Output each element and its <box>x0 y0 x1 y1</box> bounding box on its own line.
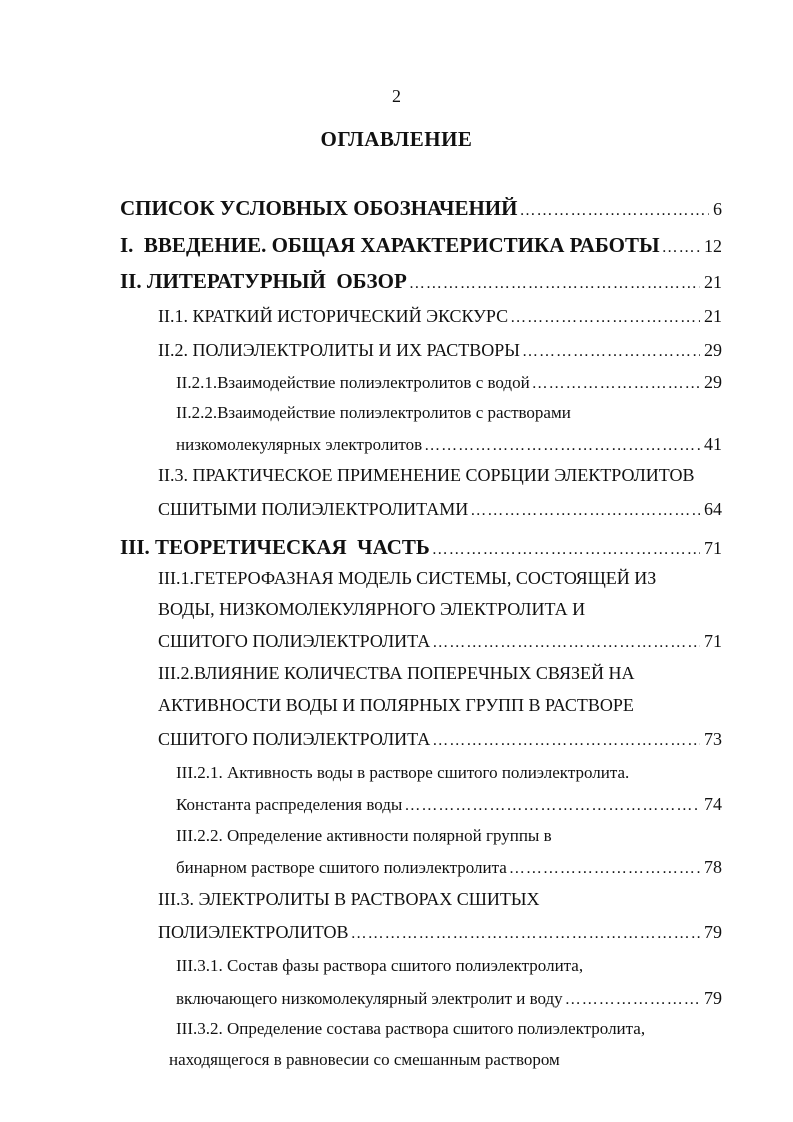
toc-entry-text: бинарном растворе сшитого полиэлектролита <box>176 858 507 877</box>
toc-leader-dots <box>432 541 700 559</box>
toc-entry-text: II.3. ПРАКТИЧЕСКОЕ ПРИМЕНЕНИЕ СОРБЦИИ ЭЛЕКТРОЛИТОВ <box>158 465 695 485</box>
toc-entry <box>158 663 634 684</box>
toc-entry-text: III.2.2. Определение активности полярной группы в <box>176 826 552 845</box>
toc-entry-page: 29 <box>704 340 722 360</box>
toc-entry-text: I. ВВЕДЕНИЕ. ОБЩАЯ ХАРАКТЕРИСТИКА РАБОТЫ <box>120 233 660 257</box>
toc-entry-page: 73 <box>704 729 722 749</box>
toc-leader-dots <box>509 860 700 878</box>
toc-entry-text: включающего низкомолекулярный электролит и воду <box>176 989 563 1008</box>
toc-entry <box>169 1050 560 1070</box>
toc-entry-text: II.2.2.Взаимодействие полиэлектролитов с растворами <box>176 403 571 422</box>
page-number: 2 <box>392 86 401 106</box>
toc-entry <box>120 535 722 560</box>
toc-entry <box>176 434 722 455</box>
toc-entry <box>158 465 695 486</box>
toc-entry-text: III.1.ГЕТЕРОФАЗНАЯ МОДЕЛЬ СИСТЕМЫ, СОСТОЯЩЕЙ ИЗ <box>158 568 657 588</box>
toc-entry <box>120 196 722 221</box>
toc-entry <box>176 403 571 423</box>
toc-entry-text: III.3.2. Определение состава раствора сшитого полиэлектролита, <box>176 1019 646 1038</box>
toc-leader-dots <box>510 309 700 327</box>
toc-entry-text: ВОДЫ, НИЗКОМОЛЕКУЛЯРНОГО ЭЛЕКТРОЛИТА И <box>158 599 586 619</box>
toc-entry <box>176 372 722 393</box>
toc-entry-text: АКТИВНОСТИ ВОДЫ И ПОЛЯРНЫХ ГРУПП В РАСТВОРЕ <box>158 695 634 715</box>
toc-entry-page: 71 <box>704 631 722 651</box>
toc-leader-dots <box>424 437 700 455</box>
toc-entry <box>120 269 722 294</box>
toc-entry-text: Константа распределения воды <box>176 795 403 814</box>
toc-entry-text: II. ЛИТЕРАТУРНЫЙ ОБЗОР <box>120 269 407 293</box>
toc-entry-text: находящегося в равновесии со смешанным раствором <box>169 1050 560 1069</box>
toc-entry-text: СШИТОГО ПОЛИЭЛЕКТРОЛИТА <box>158 729 431 749</box>
toc-leader-dots <box>532 375 700 393</box>
toc-entry-text: СШИТЫМИ ПОЛИЭЛЕКТРОЛИТАМИ <box>158 499 469 519</box>
toc-leader-dots <box>409 275 700 293</box>
toc-entry <box>158 568 656 589</box>
page-title: ОГЛАВЛЕНИЕ <box>320 127 473 151</box>
toc-entry-page: 79 <box>704 922 722 942</box>
toc-entry-page: 74 <box>704 794 722 814</box>
toc-entry <box>158 889 540 910</box>
toc-entry-page: 21 <box>704 272 722 292</box>
toc-entry <box>158 340 722 361</box>
toc-leader-dots <box>351 925 700 943</box>
toc-entry-text: III.3.1. Состав фазы раствора сшитого полиэлектролита, <box>176 956 584 975</box>
toc-entry-text: III.2.1. Активность воды в растворе сшитого полиэлектролита. <box>176 763 630 782</box>
toc-entry-page: 41 <box>704 434 722 454</box>
toc-entry-text: СПИСОК УСЛОВНЫХ ОБОЗНАЧЕНИЙ <box>120 196 518 220</box>
toc-entry <box>158 631 722 652</box>
toc-entry <box>158 499 722 520</box>
toc-entry-text: III. ТЕОРЕТИЧЕСКАЯ ЧАСТЬ <box>120 535 430 559</box>
toc-entry-text: III.3. ЭЛЕКТРОЛИТЫ В РАСТВОРАХ СШИТЫХ <box>158 889 540 909</box>
toc-entry <box>176 1019 645 1039</box>
toc-entry-text: низкомолекулярных электролитов <box>176 435 423 454</box>
toc-entry-page: 79 <box>704 988 722 1008</box>
toc-leader-dots <box>432 634 700 652</box>
toc-entry-page: 64 <box>704 499 722 519</box>
toc-entry-page: 12 <box>704 236 722 256</box>
toc-entry <box>176 826 552 846</box>
toc-leader-dots <box>565 991 700 1009</box>
toc-entry-text: СШИТОГО ПОЛИЭЛЕКТРОЛИТА <box>158 631 431 651</box>
toc-leader-dots <box>432 732 700 750</box>
toc-entry-text: II.2.1.Взаимодействие полиэлектролитов с водой <box>176 373 530 392</box>
toc-leader-dots <box>519 202 709 220</box>
toc-entry-page: 29 <box>704 372 722 392</box>
toc-entry <box>158 306 722 327</box>
toc-entry <box>120 233 722 258</box>
toc-leader-dots <box>404 797 700 815</box>
toc-leader-dots <box>470 502 700 520</box>
toc-entry-text: II.2. ПОЛИЭЛЕКТРОЛИТЫ И ИХ РАСТВОРЫ <box>158 340 521 360</box>
toc-entry <box>158 599 585 620</box>
toc-entry-text: II.1. КРАТКИЙ ИСТОРИЧЕСКИЙ ЭКСКУРС <box>158 306 509 326</box>
toc-leader-dots <box>662 239 700 257</box>
toc-leader-dots <box>522 343 700 361</box>
toc-entry <box>158 729 722 750</box>
toc-entry-text: III.2.ВЛИЯНИЕ КОЛИЧЕСТВА ПОПЕРЕЧНЫХ СВЯЗЕЙ НА <box>158 663 635 683</box>
toc-entry <box>176 988 722 1009</box>
toc-entry <box>176 794 722 815</box>
toc-entry <box>176 956 583 976</box>
toc-entry <box>158 922 722 943</box>
toc-entry-text: ПОЛИЭЛЕКТРОЛИТОВ <box>158 922 349 942</box>
toc-entry-page: 21 <box>704 306 722 326</box>
toc-entry <box>158 695 634 716</box>
toc-entry-page: 6 <box>713 199 722 219</box>
toc-entry-page: 78 <box>704 857 722 877</box>
toc-entry-page: 71 <box>704 538 722 558</box>
toc-entry <box>176 857 722 878</box>
toc-entry <box>176 763 629 783</box>
